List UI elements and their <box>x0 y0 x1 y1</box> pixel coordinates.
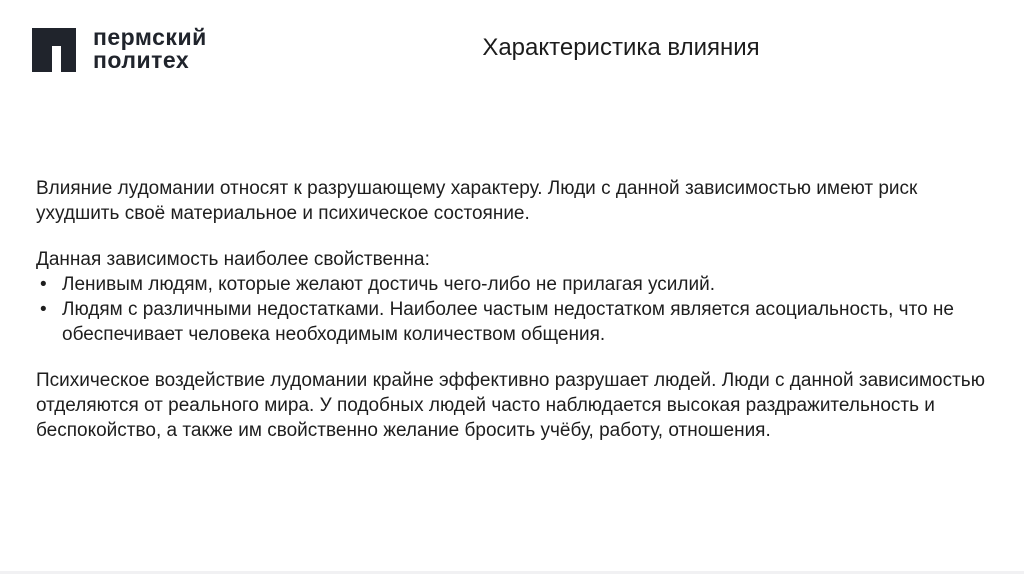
slide-body <box>36 176 988 464</box>
body-paragraph-1: Влияние лудомании относят к разрушающему характеру. Люди с данной зависимостью имеют риск ухудшить своё материальное и психическое состояние. <box>36 178 918 224</box>
bullet-icon: • <box>40 274 47 295</box>
logo-notch <box>52 46 61 72</box>
list-intro: Данная зависимость наиболее свойственна: <box>36 249 430 270</box>
bullet-list <box>36 272 988 347</box>
list-item <box>40 297 988 347</box>
permpolytech-logo-icon <box>32 28 76 72</box>
page-title: Характеристика влияния <box>482 34 760 61</box>
list-item <box>40 272 988 297</box>
bullet-icon: • <box>40 299 47 320</box>
list-item-text: Ленивым людям, которые желают достичь чего-либо не прилагая усилий. <box>62 274 716 295</box>
logo-wordmark <box>93 26 207 72</box>
logo-wordmark-line1: пермский <box>93 24 207 50</box>
body-paragraph-2: Психическое воздействие лудомании крайне эффективно разрушает людей. Люди с данной зависимостью отделяются от реального мира. У подобных людей часто наблюдается высокая раздражительность и беспокойство, а также им свойственно желание бросить учёбу, работу, отношения. <box>36 370 985 441</box>
logo-wordmark-line2: политех <box>93 47 190 73</box>
list-item-text: Людям с различными недостатками. Наиболее частым недостатком является асоциальность, что не обеспечивает человека необходимым количеством общения. <box>62 299 954 345</box>
